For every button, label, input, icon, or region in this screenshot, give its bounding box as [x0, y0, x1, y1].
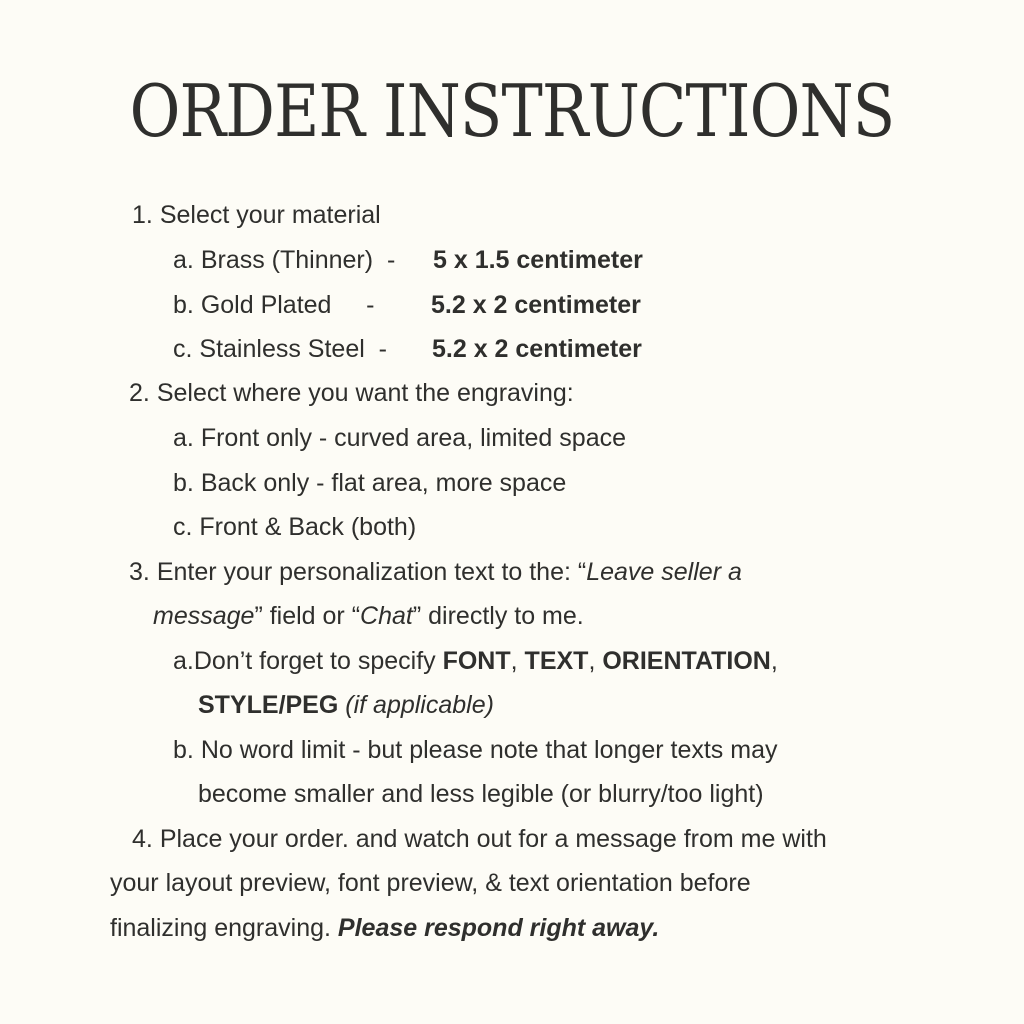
material-label: Brass (Thinner) -: [200, 246, 396, 274]
step-3-number: 3.: [129, 558, 150, 586]
option-text: Back only - flat area, more space: [200, 469, 567, 497]
option-letter: b.: [173, 736, 194, 764]
step-4: [132, 824, 827, 854]
separator: ,: [510, 647, 525, 675]
step-4-number: 4.: [132, 825, 153, 853]
directly-text: ” directly to me.: [412, 602, 584, 630]
option-letter: b.: [173, 291, 194, 319]
step-4-line-2: [110, 868, 751, 898]
separator: ,: [770, 647, 778, 675]
engraving-option-both: [173, 512, 416, 542]
word-limit-text-continued: become smaller and less legible (or blurry/too light): [198, 780, 764, 808]
step-2-text: Select where you want the engraving:: [156, 379, 574, 407]
step-1-number: 1.: [132, 201, 153, 229]
material-option-brass: [173, 245, 643, 275]
respond-note: Please respond right away.: [337, 914, 660, 942]
option-letter: b.: [173, 469, 194, 497]
material-size: 5.2 x 2 centimeter: [431, 291, 641, 319]
engraving-option-front: [173, 423, 626, 453]
step-2-number: 2.: [129, 379, 150, 407]
material-label: Stainless Steel -: [199, 335, 387, 363]
step-3-item-a: [173, 646, 778, 676]
step-4-text-final: finalizing engraving.: [110, 914, 338, 942]
orientation-keyword: ORIENTATION: [602, 647, 771, 675]
option-letter: c.: [173, 513, 193, 541]
option-text: Front & Back (both): [199, 513, 417, 541]
message-word: message: [153, 602, 255, 630]
step-4-text: Place your order. and watch out for a message from me with: [159, 825, 827, 853]
step-3-item-b: [173, 735, 777, 765]
specify-text: Don’t forget to specify: [193, 647, 443, 675]
leave-seller-text: Leave seller a: [586, 558, 742, 586]
chat-word: Chat: [360, 602, 413, 630]
option-letter: a.: [173, 246, 194, 274]
option-text: Front only - curved area, limited space: [200, 424, 626, 452]
field-text: ” field or “: [254, 602, 361, 630]
material-size: 5.2 x 2 centimeter: [432, 335, 642, 363]
option-letter: a.: [173, 424, 194, 452]
step-2: [129, 378, 574, 408]
page-title: ORDER INSTRUCTIONS: [129, 69, 895, 153]
step-1-text: Select your material: [159, 201, 381, 229]
step-3: [129, 557, 742, 587]
separator: ,: [588, 647, 603, 675]
material-option-stainless-steel: [173, 334, 642, 364]
if-applicable-note: (if applicable): [345, 691, 494, 719]
material-size: 5 x 1.5 centimeter: [433, 246, 643, 274]
step-1: [132, 200, 381, 230]
text-keyword: TEXT: [524, 647, 589, 675]
step-3-continued: [153, 601, 584, 631]
option-letter: c.: [173, 335, 193, 363]
option-letter: a.: [173, 647, 194, 675]
step-3-text: Enter your personalization text to the: “: [156, 558, 587, 586]
engraving-option-back: [173, 468, 566, 498]
word-limit-text: No word limit - but please note that longer texts may: [200, 736, 778, 764]
style-peg-keyword: STYLE/PEG: [198, 691, 339, 719]
material-label: Gold Plated -: [200, 291, 375, 319]
step-3-item-b-continued: [198, 779, 764, 809]
material-option-gold-plated: [173, 290, 641, 320]
step-4-text-continued: your layout preview, font preview, & text orientation before: [110, 869, 751, 897]
font-keyword: FONT: [442, 647, 511, 675]
step-4-line-3: [110, 913, 659, 943]
step-3-item-a-continued: [198, 690, 494, 720]
